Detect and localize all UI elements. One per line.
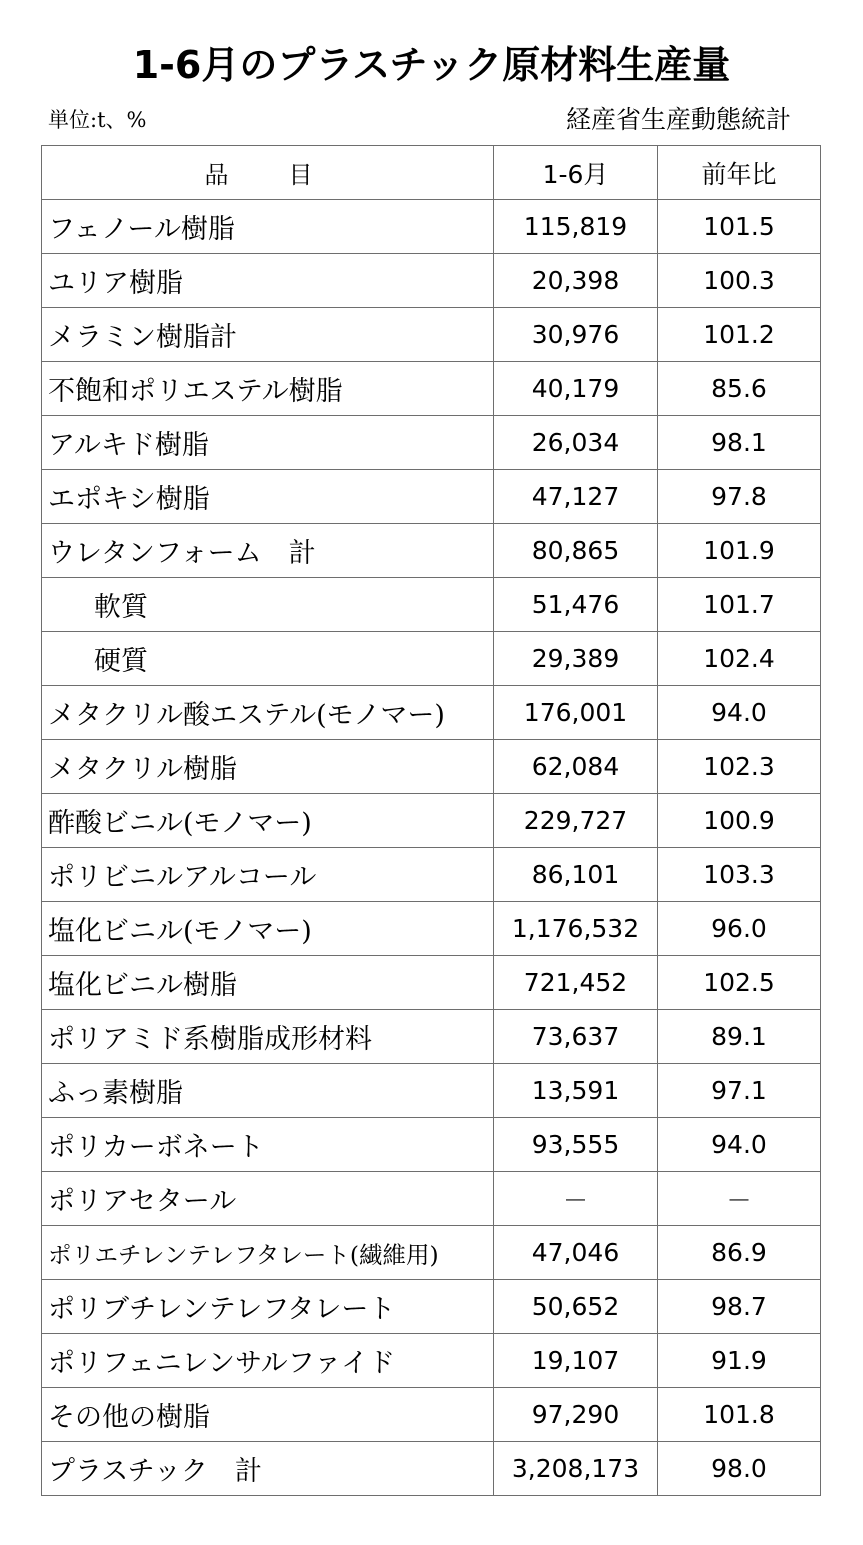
production-table — [41, 145, 821, 1496]
item-value: 26,034 — [494, 416, 658, 470]
item-value: 40,179 — [494, 362, 658, 416]
item-name: ユリア樹脂 — [42, 254, 494, 308]
item-value: 229,727 — [494, 794, 658, 848]
table-row — [42, 1118, 821, 1172]
source-label: 経産省生産動態統計 — [565, 105, 791, 134]
item-name: 酢酸ビニル(モノマー) — [42, 794, 494, 848]
table-row — [42, 686, 821, 740]
item-name: メラミン樹脂計 — [42, 308, 494, 362]
table-row — [42, 902, 821, 956]
item-name: その他の樹脂 — [42, 1388, 494, 1442]
item-name: ポリカーボネート — [42, 1118, 494, 1172]
item-value: 73,637 — [494, 1010, 658, 1064]
item-yoy: 100.3 — [658, 254, 821, 308]
item-value: 80,865 — [494, 524, 658, 578]
table-row — [42, 362, 821, 416]
item-value: 1,176,532 — [494, 902, 658, 956]
item-name: フェノール樹脂 — [42, 200, 494, 254]
item-yoy: 96.0 — [658, 902, 821, 956]
table-row-total — [42, 1442, 821, 1496]
item-name: アルキド樹脂 — [42, 416, 494, 470]
item-value: 62,084 — [494, 740, 658, 794]
item-value: 47,046 — [494, 1226, 658, 1280]
table-row — [42, 1388, 821, 1442]
page-title: 1-6月のプラスチック原材料生産量 — [132, 43, 731, 87]
item-yoy: 98.7 — [658, 1280, 821, 1334]
item-name: ふっ素樹脂 — [42, 1064, 494, 1118]
item-yoy: 101.8 — [658, 1388, 821, 1442]
item-name: 不飽和ポリエステル樹脂 — [42, 362, 494, 416]
item-name: ポリブチレンテレフタレート — [42, 1280, 494, 1334]
item-yoy: 97.1 — [658, 1064, 821, 1118]
item-yoy: 101.2 — [658, 308, 821, 362]
table-row — [42, 632, 821, 686]
item-yoy: 85.6 — [658, 362, 821, 416]
item-name: プラスチック 計 — [42, 1442, 494, 1496]
item-yoy: 98.1 — [658, 416, 821, 470]
item-value: 19,107 — [494, 1334, 658, 1388]
item-yoy: 94.0 — [658, 686, 821, 740]
item-name: メタクリル酸エステル(モノマー) — [42, 686, 494, 740]
table-row — [42, 578, 821, 632]
item-name: 硬質 — [42, 632, 494, 686]
item-yoy: － — [658, 1172, 821, 1226]
item-yoy: 89.1 — [658, 1010, 821, 1064]
item-yoy: 91.9 — [658, 1334, 821, 1388]
item-name: ポリアセタール — [42, 1172, 494, 1226]
item-value: 3,208,173 — [494, 1442, 658, 1496]
item-value: 29,389 — [494, 632, 658, 686]
item-value: 13,591 — [494, 1064, 658, 1118]
table-row — [42, 794, 821, 848]
item-yoy: 100.9 — [658, 794, 821, 848]
item-name: 軟質 — [42, 578, 494, 632]
unit-label: 単位:t、% — [48, 108, 147, 132]
item-name: ポリビニルアルコール — [42, 848, 494, 902]
table-row — [42, 1334, 821, 1388]
table-row — [42, 848, 821, 902]
item-yoy: 101.5 — [658, 200, 821, 254]
item-yoy: 102.3 — [658, 740, 821, 794]
item-value: 20,398 — [494, 254, 658, 308]
header-item: 品 目 — [42, 146, 494, 200]
header-yoy: 前年比 — [658, 146, 821, 200]
item-value: 47,127 — [494, 470, 658, 524]
item-value: 50,652 — [494, 1280, 658, 1334]
table-row — [42, 254, 821, 308]
table-row — [42, 200, 821, 254]
item-value: 51,476 — [494, 578, 658, 632]
item-yoy: 97.8 — [658, 470, 821, 524]
table-row — [42, 308, 821, 362]
table-row — [42, 956, 821, 1010]
item-value: － — [494, 1172, 658, 1226]
item-name: ポリエチレンテレフタレート(繊維用) — [42, 1226, 494, 1280]
item-value: 115,819 — [494, 200, 658, 254]
table-row — [42, 524, 821, 578]
item-name: ポリフェニレンサルファイド — [42, 1334, 494, 1388]
item-value: 86,101 — [494, 848, 658, 902]
table-header-row — [42, 146, 821, 200]
item-value: 30,976 — [494, 308, 658, 362]
item-yoy: 101.7 — [658, 578, 821, 632]
item-yoy: 102.5 — [658, 956, 821, 1010]
table-row — [42, 1064, 821, 1118]
item-yoy: 94.0 — [658, 1118, 821, 1172]
item-value: 721,452 — [494, 956, 658, 1010]
item-value: 176,001 — [494, 686, 658, 740]
header-period: 1-6月 — [494, 146, 658, 200]
table-row — [42, 1010, 821, 1064]
table-row — [42, 470, 821, 524]
item-name: ウレタンフォーム 計 — [42, 524, 494, 578]
item-yoy: 101.9 — [658, 524, 821, 578]
table-row — [42, 416, 821, 470]
item-yoy: 103.3 — [658, 848, 821, 902]
item-value: 93,555 — [494, 1118, 658, 1172]
item-name: 塩化ビニル(モノマー) — [42, 902, 494, 956]
item-name: 塩化ビニル樹脂 — [42, 956, 494, 1010]
item-yoy: 102.4 — [658, 632, 821, 686]
item-name: メタクリル樹脂 — [42, 740, 494, 794]
table-row — [42, 1280, 821, 1334]
table-row — [42, 1226, 821, 1280]
table-row — [42, 1172, 821, 1226]
item-value: 97,290 — [494, 1388, 658, 1442]
item-name: エポキシ樹脂 — [42, 470, 494, 524]
table-row — [42, 740, 821, 794]
item-name: ポリアミド系樹脂成形材料 — [42, 1010, 494, 1064]
item-yoy: 86.9 — [658, 1226, 821, 1280]
item-yoy: 98.0 — [658, 1442, 821, 1496]
